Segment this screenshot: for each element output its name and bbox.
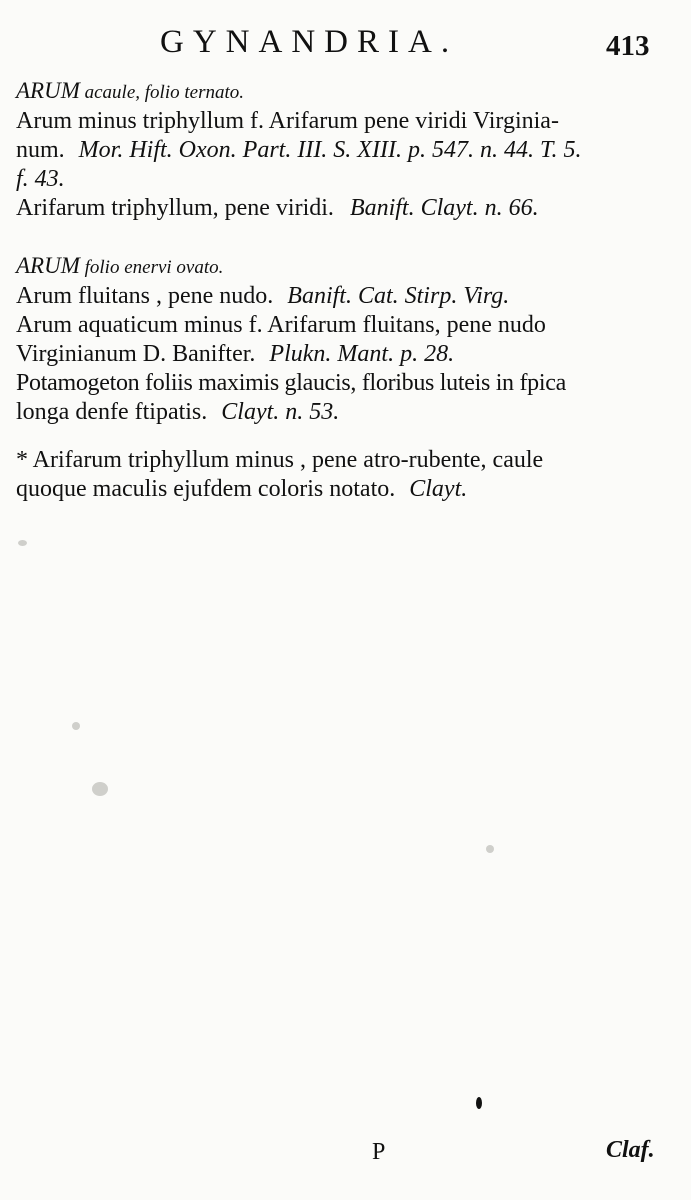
paper-speck bbox=[72, 722, 80, 730]
entry-arisarum-triphyllum-minus bbox=[16, 446, 666, 504]
text-line bbox=[16, 282, 666, 311]
text-fragment: num. bbox=[16, 137, 65, 163]
heading-descriptor: acaule, folio ternato. bbox=[79, 82, 244, 103]
entry-arum-acaule bbox=[16, 76, 666, 223]
text-fragment: longa denfe ftipatis. bbox=[16, 399, 208, 425]
heading-genus: ARUM bbox=[16, 78, 80, 103]
page-body bbox=[16, 76, 666, 504]
entry-gap bbox=[16, 427, 666, 446]
text-fragment: quoque maculis ejufdem coloris notato. bbox=[16, 476, 396, 502]
text-line: Arum minus triphyllum f. Arifarum pene viridi Virginia- bbox=[16, 108, 559, 134]
text-line: Potamogeton foliis maximis glaucis, floribus luteis in fpica bbox=[16, 370, 566, 396]
entry-heading bbox=[16, 251, 666, 282]
text-fragment: Arifarum triphyllum, pene viridi. bbox=[16, 195, 334, 221]
citation: Banift. Clayt. n. 66. bbox=[349, 195, 539, 221]
heading-genus: ARUM bbox=[16, 253, 80, 278]
page-header bbox=[0, 14, 691, 70]
paper-speck bbox=[486, 845, 494, 853]
catchword: Claf. bbox=[606, 1137, 655, 1163]
text-line bbox=[16, 475, 666, 504]
paper-speck bbox=[476, 1097, 482, 1109]
citation: Clayt. n. 53. bbox=[221, 399, 340, 425]
signature-mark: P bbox=[372, 1139, 386, 1165]
paper-speck bbox=[92, 782, 108, 796]
citation: Plukn. Mant. p. 28. bbox=[269, 341, 455, 367]
page-number: 413 bbox=[606, 30, 650, 62]
text-line: * Arifarum triphyllum minus , pene atro-rubente, caule bbox=[16, 447, 544, 473]
heading-descriptor: folio enervi ovato. bbox=[79, 257, 224, 278]
text-fragment: Arum fluitans , pene nudo. bbox=[16, 283, 274, 309]
entry-arum-folio-enervi bbox=[16, 251, 666, 427]
citation: Banift. Cat. Stirp. Virg. bbox=[287, 283, 510, 309]
citation: Mor. Hift. Oxon. Part. III. S. XIII. p. 547. n. 44. T. 5. bbox=[78, 137, 582, 163]
paper-speck bbox=[18, 540, 27, 546]
text-fragment: Virginianum D. Banifter. bbox=[16, 341, 256, 367]
text-line bbox=[16, 340, 666, 369]
entry-heading bbox=[16, 76, 666, 107]
entry-gap bbox=[16, 223, 666, 251]
text-line bbox=[16, 136, 666, 165]
text-line bbox=[16, 398, 666, 427]
citation: Clayt. bbox=[409, 476, 468, 502]
running-head: GYNANDRIA. bbox=[160, 24, 459, 60]
text-line bbox=[16, 194, 666, 223]
text-line: Arum aquaticum minus f. Arifarum fluitans, pene nudo bbox=[16, 312, 546, 338]
citation: f. 43. bbox=[16, 166, 65, 192]
